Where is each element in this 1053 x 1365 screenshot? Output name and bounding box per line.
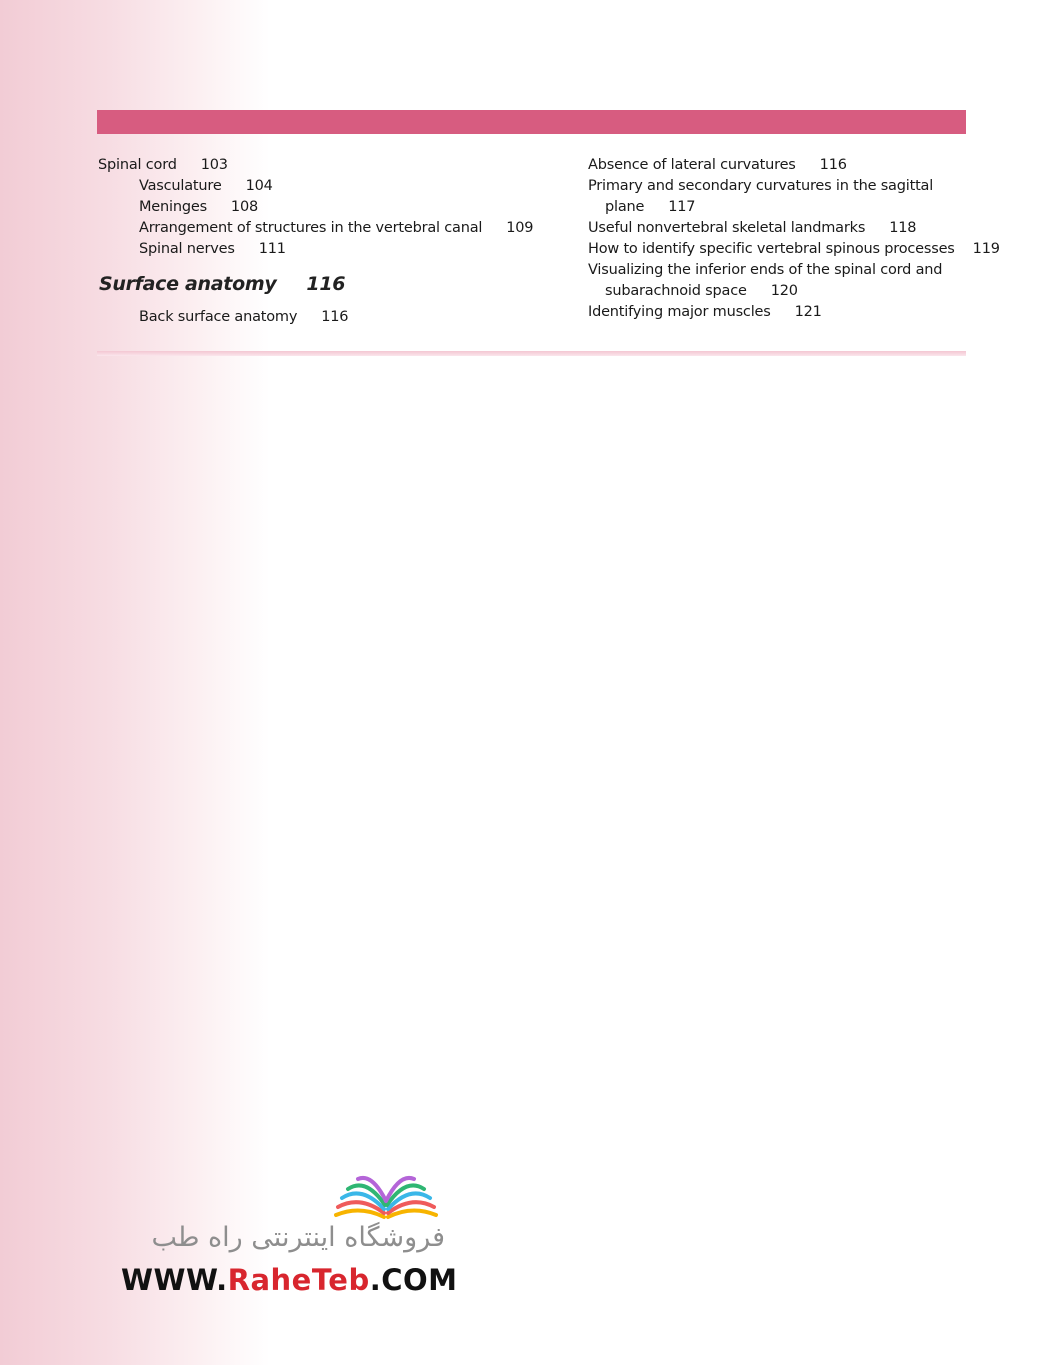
watermark-url[interactable] [121,1263,458,1297]
toc-page-number: 118 [889,220,917,236]
toc-entry-label: Absence of lateral curvatures [588,157,796,173]
toc-page-number: 109 [506,220,534,236]
toc-entry-label: Useful nonvertebral skeletal landmarks [588,220,866,236]
toc-page-number: 116 [306,273,346,295]
toc-entry-how-to-identify[interactable] [588,239,1000,260]
open-book-logo-icon [330,1165,442,1223]
toc-entry-spinal-cord[interactable] [98,155,228,176]
toc-entry-visualizing-line2[interactable] [605,281,798,302]
toc-page-number: 116 [819,157,847,173]
toc-entry-primary-secondary-line2[interactable] [605,197,695,218]
header-bar [97,110,966,134]
toc-entry-useful-landmarks[interactable] [588,218,916,239]
toc-page-number: 111 [258,241,286,257]
toc-entry-label: Arrangement of structures in the vertebral canal [139,220,483,236]
toc-entry-label: Visualizing the inferior ends of the spinal cord and [588,262,943,278]
toc-entry-spinal-nerves[interactable] [139,239,286,260]
toc-section-label: Surface anatomy [99,273,277,295]
toc-entry-label: subarachnoid space [605,283,747,299]
toc-entry-label: Identifying major muscles [588,304,771,320]
toc-page-number: 103 [200,157,228,173]
toc-entry-label: plane [605,199,645,215]
watermark-url-prefix: WWW. [121,1263,228,1297]
watermark-url-brand: RaheTeb [227,1263,370,1297]
toc-entry-meninges[interactable] [139,197,258,218]
toc-section-surface-anatomy[interactable] [99,273,345,295]
watermark-url-suffix: .COM [369,1263,458,1297]
toc-entry-primary-secondary-line1[interactable] [588,176,933,197]
toc-entry-visualizing-line1[interactable] [588,260,942,281]
toc-entry-label: Meninges [139,199,207,215]
toc-entry-back-surface-anatomy[interactable] [139,307,348,328]
toc-entry-label: How to identify specific vertebral spinous processes [588,241,955,257]
toc-entry-label: Primary and secondary curvatures in the sagittal [588,178,934,194]
toc-page-number: 104 [245,178,273,194]
watermark-persian-text: فروشگاه اینترنتی راه طب [151,1222,445,1253]
toc-entry-label: Vasculature [139,178,222,194]
toc-page-number: 119 [972,241,1000,257]
toc-entry-label: Spinal nerves [139,241,235,257]
toc-page-number: 117 [668,199,696,215]
toc-entry-label: Back surface anatomy [139,309,298,325]
toc-page-number: 116 [321,309,349,325]
toc-page-number: 120 [770,283,798,299]
toc-entry-label: Spinal cord [98,157,177,173]
toc-entry-arrangement[interactable] [139,218,533,239]
section-divider [97,351,966,356]
toc-page-number: 108 [230,199,258,215]
toc-entry-absence-lateral-curvatures[interactable] [588,155,847,176]
toc-page-number: 121 [794,304,822,320]
toc-entry-identifying-muscles[interactable] [588,302,822,323]
toc-entry-vasculature[interactable] [139,176,273,197]
